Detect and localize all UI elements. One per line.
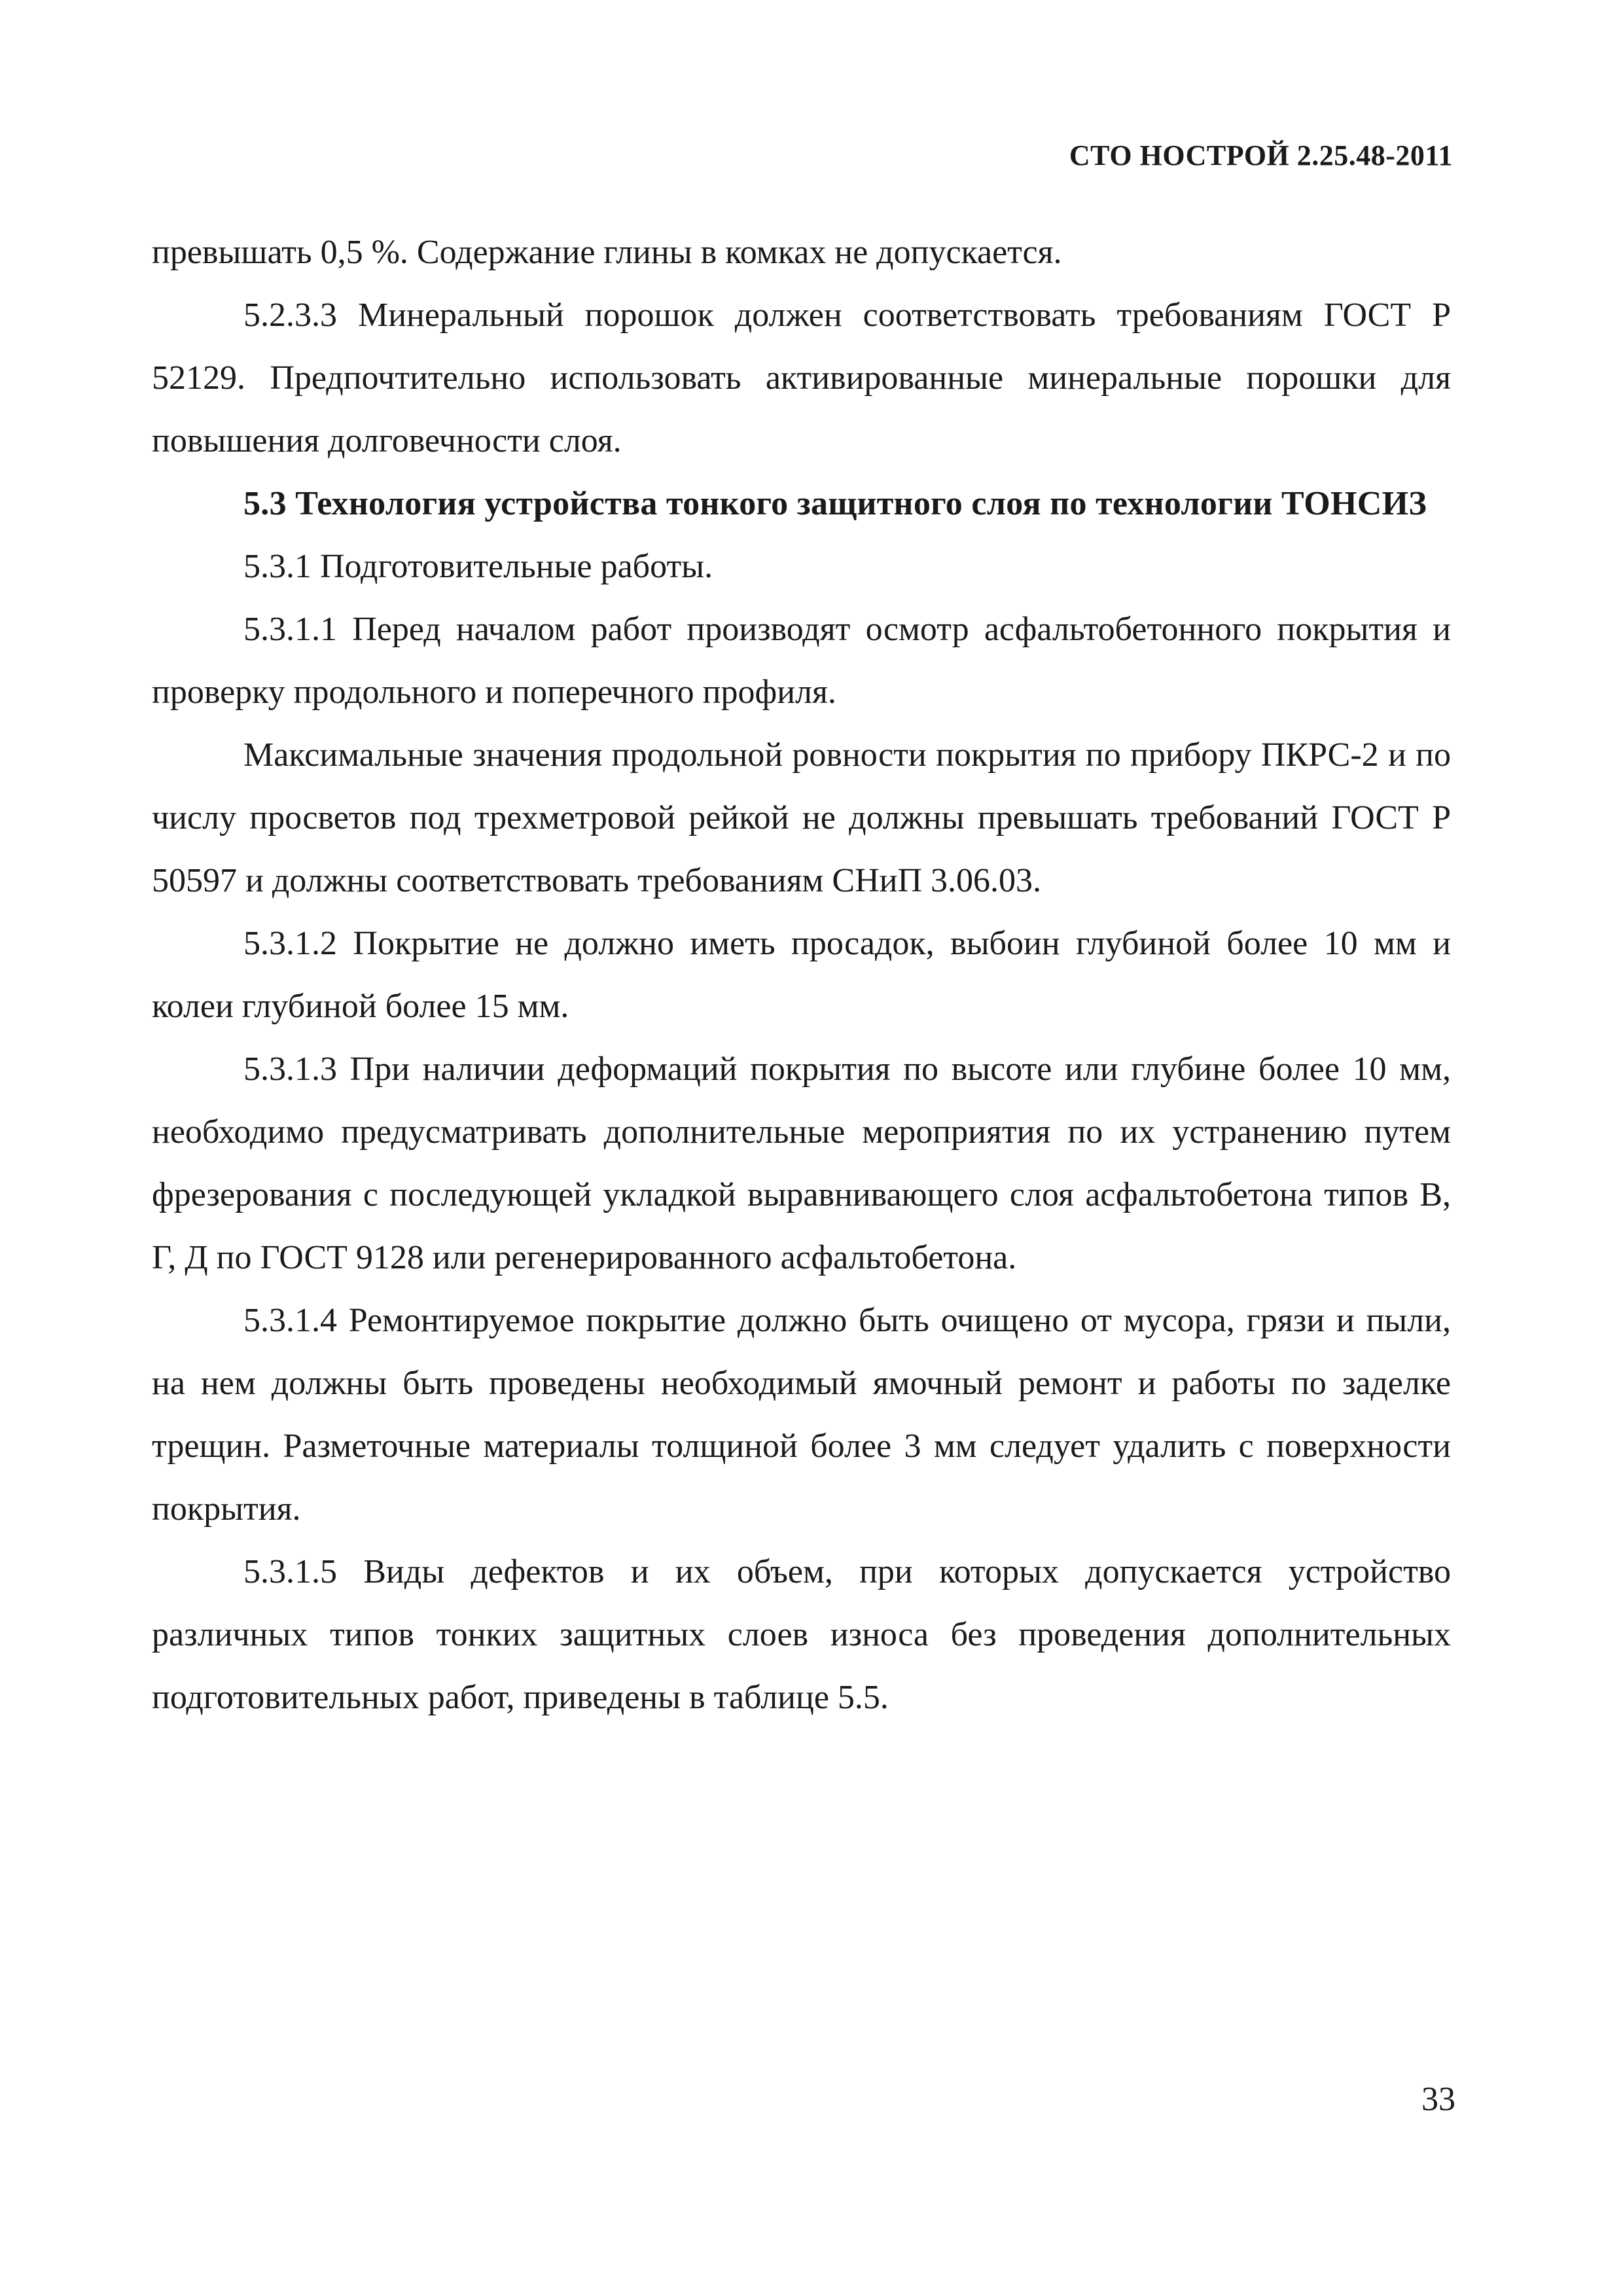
paragraph-5-3-1-2: 5.3.1.2 Покрытие не должно иметь просадок, выбоин глубиной более 10 мм и колеи глубиной более 15 мм. [152,925,1451,1025]
paragraph-5-3-1-3: 5.3.1.3 При наличии деформаций покрытия по высоте или глубине более 10 мм, необходимо предусматривать дополнительные мероприятия по их устранению путем фрезерования с последующей укладкой выравнивающего слоя асфальтобетона типов В, Г, Д по ГОСТ 9128 или регенерированного асфальтобетона. [152,1050,1451,1276]
paragraph-5-3-1-5: 5.3.1.5 Виды дефектов и их объем, при которых допускается устройство различных типов тонких защитных слоев износа без проведения дополнительных подготовительных работ, приведены в таблице 5.5. [152,1553,1451,1716]
paragraph-5-2-3-3: 5.2.3.3 Минеральный порошок должен соответствовать требованиям ГОСТ Р 52129. Предпочтительно использовать активированные минеральные порошки для повышения долговечности слоя. [152,296,1451,459]
paragraph-5-3-1: 5.3.1 Подготовительные работы. [243,548,713,585]
document-code-header: СТО НОСТРОЙ 2.25.48-2011 [1069,139,1453,171]
paragraph-5-3-1-1: 5.3.1.1 Перед началом работ производят осмотр асфальтобетонного покрытия и проверку продольного и поперечного профиля. [152,611,1451,711]
paragraph-5-3-1-4: 5.3.1.4 Ремонтируемое покрытие должно быть очищено от мусора, грязи и пыли, на нем должны быть проведены необходимый ямочный ремонт и работы по заделке трещин. Разметочные материалы толщиной более 3 мм следует удалить с поверхности покрытия. [152,1302,1451,1528]
document-body [152,221,1451,1729]
section-heading-5-3: 5.3 Технология устройства тонкого защитного слоя по технологии ТОНСИЗ [243,485,1427,522]
paragraph-max-values: Максимальные значения продольной ровности покрытия по прибору ПКРС-2 и по числу просветов под трехметровой рейкой не должны превышать требований ГОСТ Р 50597 и должны соответствовать требованиям СНиП 3.06.03. [152,736,1451,899]
page-number: 33 [1421,2081,1455,2118]
paragraph-continuation: превышать 0,5 %. Содержание глины в комках не допускается. [152,234,1062,271]
